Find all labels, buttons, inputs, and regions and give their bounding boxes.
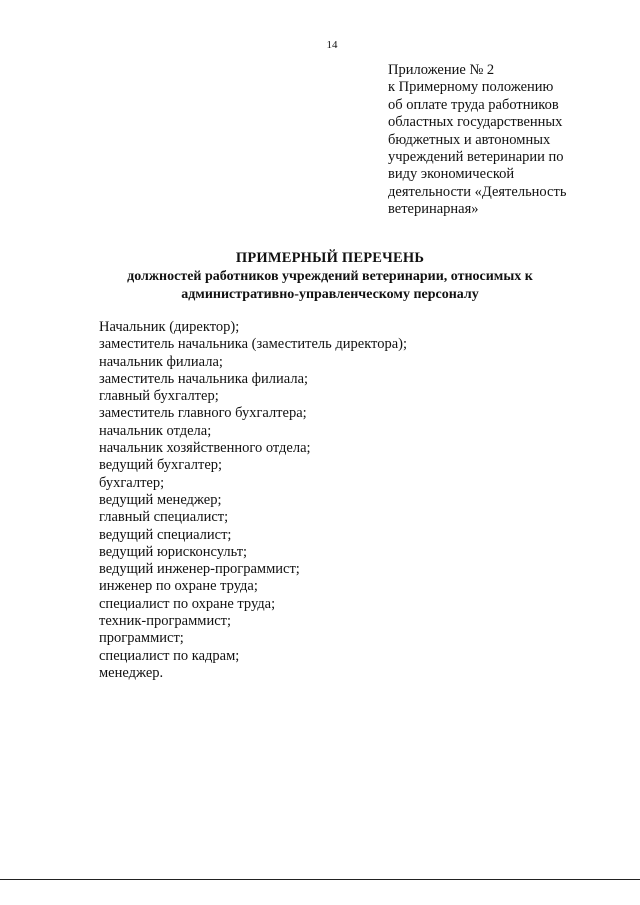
position-item: программист; bbox=[99, 630, 184, 647]
position-item: ведущий инженер-программист; bbox=[99, 561, 300, 578]
position-item: ведущий бухгалтер; bbox=[99, 457, 223, 474]
position-item: специалист по охране труда; bbox=[99, 595, 276, 612]
appendix-line: виду экономической bbox=[388, 166, 515, 183]
positions-list bbox=[99, 319, 579, 682]
appendix-line: ветеринарная» bbox=[388, 201, 479, 218]
appendix-line: бюджетных и автономных bbox=[388, 131, 551, 148]
appendix-reference bbox=[388, 62, 623, 219]
position-item: заместитель главного бухгалтера; bbox=[99, 405, 307, 422]
document-title: ПРИМЕРНЫЙ ПЕРЕЧЕНЬ bbox=[235, 250, 425, 266]
position-item: менеджер. bbox=[99, 664, 164, 681]
document-subtitle bbox=[10, 268, 640, 303]
appendix-line: учреждений ветеринарии по bbox=[388, 149, 564, 166]
position-item: заместитель начальника (заместитель директора); bbox=[99, 336, 407, 353]
appendix-line: деятельности «Деятельность bbox=[388, 183, 567, 200]
position-item: главный бухгалтер; bbox=[99, 388, 219, 405]
subtitle-line: административно-управленческому персоналу bbox=[181, 286, 479, 302]
appendix-line: Приложение № 2 bbox=[388, 62, 495, 78]
position-item: специалист по кадрам; bbox=[99, 647, 240, 664]
position-item: начальник хозяйственного отдела; bbox=[99, 440, 311, 457]
position-item: начальник филиала; bbox=[99, 353, 223, 370]
position-item: главный специалист; bbox=[99, 509, 229, 526]
page-bottom-rule bbox=[0, 879, 640, 880]
appendix-line: областных государственных bbox=[388, 114, 563, 131]
position-item: Начальник (директор); bbox=[99, 319, 240, 335]
position-item: бухгалтер; bbox=[99, 474, 165, 491]
position-item: инженер по охране труда; bbox=[99, 578, 258, 595]
position-item: заместитель начальника филиала; bbox=[99, 370, 309, 387]
position-item: ведущий менеджер; bbox=[99, 491, 222, 508]
position-item: начальник отдела; bbox=[99, 422, 212, 439]
page-number: 14 bbox=[326, 39, 338, 51]
subtitle-line: должностей работников учреждений ветеринарии, относимых к bbox=[127, 269, 533, 284]
position-item: техник-программист; bbox=[99, 613, 232, 630]
appendix-line: об оплате труда работников bbox=[388, 96, 559, 113]
position-item: ведущий юрисконсульт; bbox=[99, 543, 248, 560]
position-item: ведущий специалист; bbox=[99, 526, 232, 543]
appendix-line: к Примерному положению bbox=[388, 79, 554, 96]
